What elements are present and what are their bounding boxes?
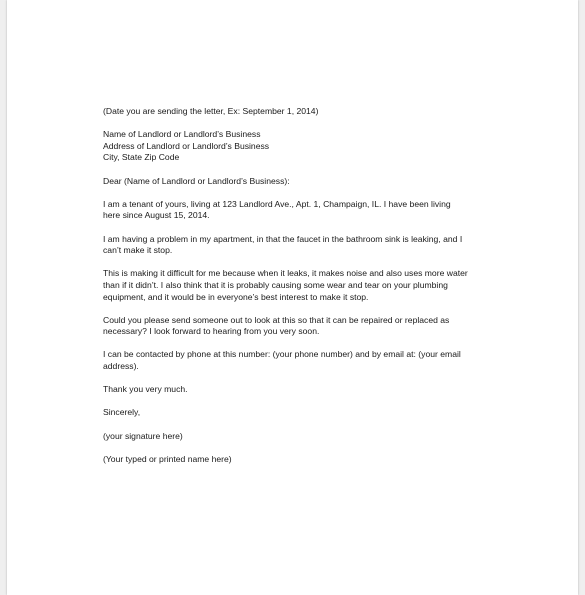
printed-name-placeholder: (Your typed or printed name here) xyxy=(103,453,232,464)
paragraph-line: I can be contacted by phone at this number: (your phone number) and by email at: (your email xyxy=(103,349,461,360)
letter-body xyxy=(103,106,523,465)
paragraph-line: necessary? I look forward to hearing from you very soon. xyxy=(103,326,320,337)
address-line-street: Address of Landlord or Landlord’s Business xyxy=(103,140,270,151)
salutation: Dear (Name of Landlord or Landlord’s Business): xyxy=(103,175,290,186)
paragraph-line: I am having a problem in my apartment, in that the faucet in the bathroom sink is leaking, and I xyxy=(103,233,463,244)
closing: Sincerely, xyxy=(103,407,141,418)
paragraph-line: I am a tenant of yours, living at 123 Landlord Ave., Apt. 1, Champaign, IL. I have been living xyxy=(103,198,451,209)
paragraph-impact xyxy=(103,268,523,303)
signature-placeholder: (your signature here) xyxy=(103,430,183,441)
landlord-address xyxy=(103,129,523,164)
paragraph-contact xyxy=(103,349,523,372)
paragraph-tenancy xyxy=(103,199,523,222)
paragraph-line: Could you please send someone out to look at this so that it can be repaired or replaced as xyxy=(103,314,450,325)
paragraph-line: here since August 15, 2014. xyxy=(103,210,210,221)
paragraph-line: This is making it difficult for me because when it leaks, it makes noise and also uses more water xyxy=(103,268,468,279)
thanks-line: Thank you very much. xyxy=(103,384,188,395)
paragraph-request xyxy=(103,315,523,338)
date-line: (Date you are sending the letter, Ex: September 1, 2014) xyxy=(103,106,319,116)
address-line-city: City, State Zip Code xyxy=(103,152,180,163)
paragraph-line: equipment, and it would be in everyone’s best interest to make it stop. xyxy=(103,291,369,302)
paragraph-line: can’t make it stop. xyxy=(103,245,173,256)
paragraph-problem xyxy=(103,234,523,257)
paragraph-line: than if it didn’t. I also think that it is probably causing some wear and tear on your plumbing xyxy=(103,279,448,290)
paragraph-line: address). xyxy=(103,361,139,372)
address-line-name: Name of Landlord or Landlord’s Business xyxy=(103,129,261,140)
document-page xyxy=(7,0,578,595)
